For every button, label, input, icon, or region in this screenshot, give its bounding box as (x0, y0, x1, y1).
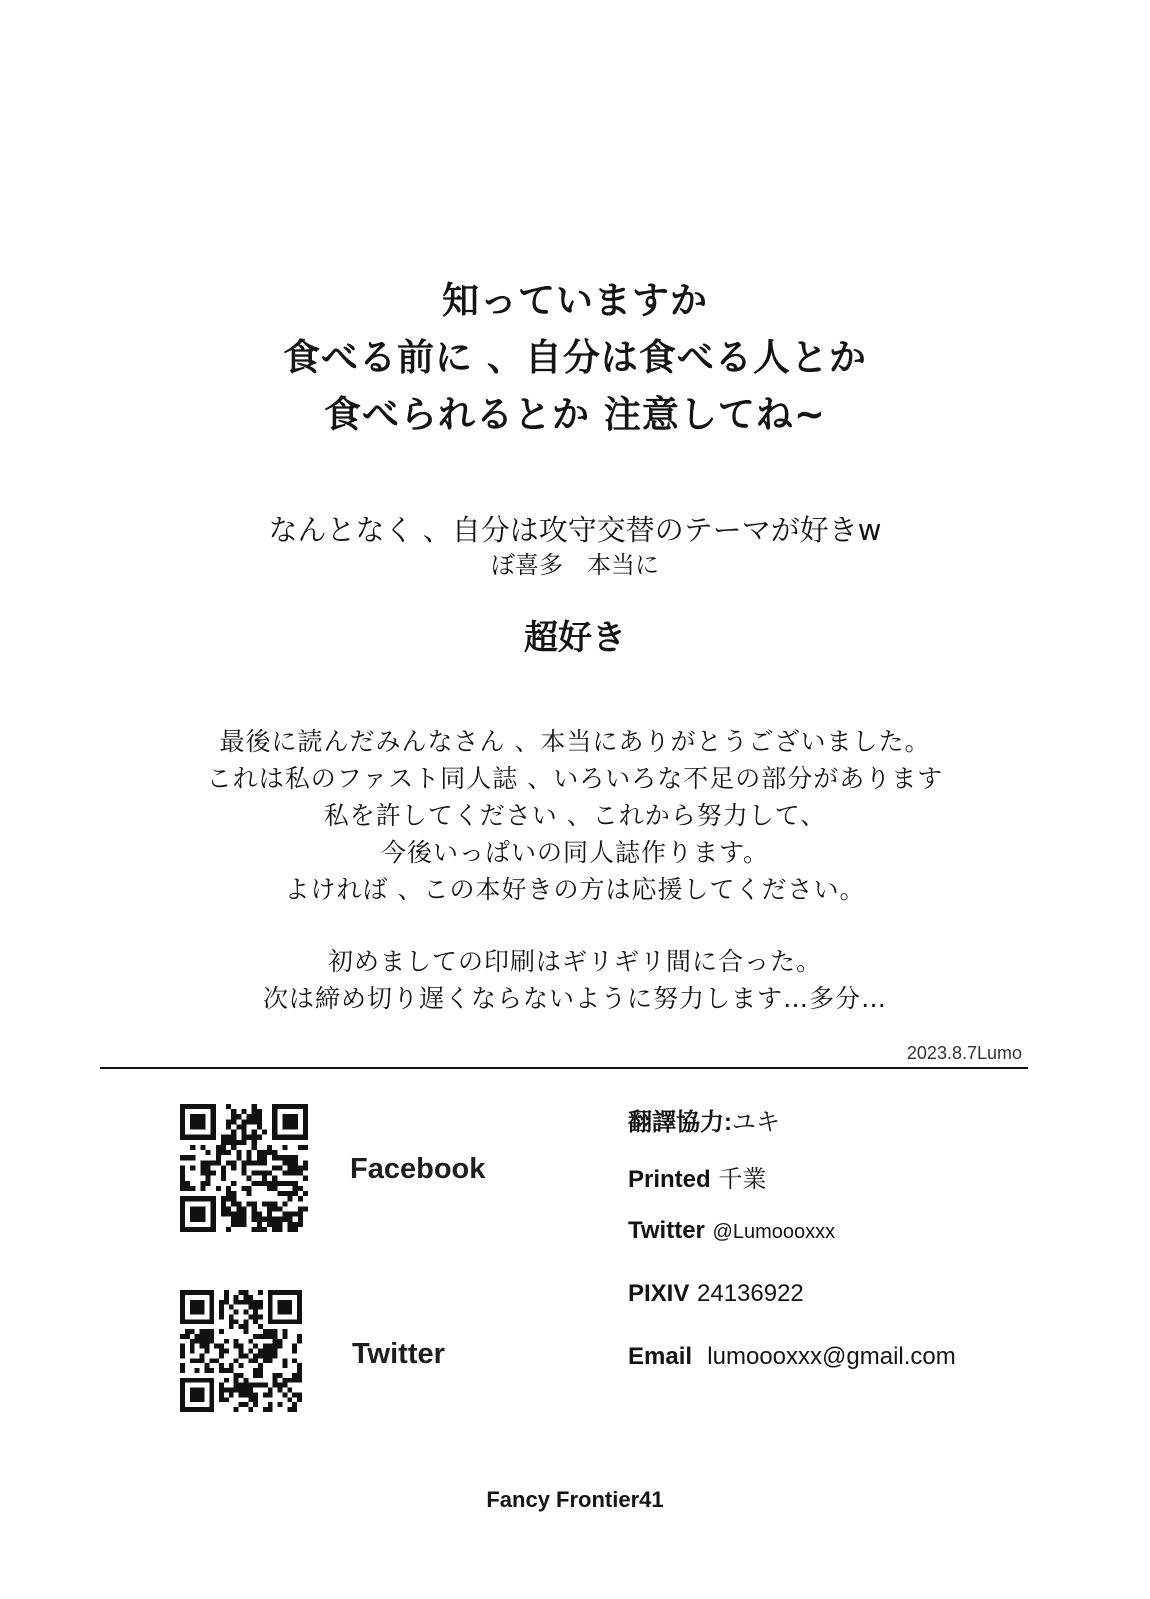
sub-line-1: なんとなく 、自分は攻守交替のテーマが好きw (268, 513, 882, 547)
credit-key: Email (628, 1343, 693, 1370)
credit-value[interactable]: lumoooxxx@gmail.com (707, 1343, 956, 1370)
credit-translation (628, 1102, 780, 1137)
message-line-4: 今後いっぱいの同人誌作ります。 (380, 838, 769, 867)
credit-value[interactable]: @Lumoooxxx (712, 1221, 836, 1243)
twitter-label: Twitter (352, 1338, 445, 1370)
message-line-5: よければ 、この本好きの方は応援してください。 (284, 875, 866, 904)
credit-key: 翻譯協力: (628, 1109, 732, 1136)
message-line-1: 最後に読んだみんなさん 、本当にありがとうございました。 (219, 727, 931, 756)
message-line-2: これは私のファスト同人誌 、いろいろな不足の部分があります (206, 764, 944, 793)
divider (100, 1067, 1028, 1069)
emphasis-text: 超好き (524, 618, 626, 658)
facebook-qr-code-icon[interactable] (180, 1104, 308, 1232)
heading-line-2: 食べる前に 、自分は食べる人とか (283, 336, 867, 379)
heading-line-3: 食べられるとか 注意してね~ (324, 393, 826, 436)
message-line-3: 私を許してください 、これから努力して、 (323, 801, 827, 830)
message-line-6: 初めましての印刷はギリギリ間に合った。 (327, 947, 822, 976)
credit-key: PIXIV (628, 1280, 690, 1307)
date-signature: 2023.8.7Lumo (906, 1043, 1022, 1063)
credit-value[interactable]: 24136922 (697, 1280, 804, 1307)
facebook-label: Facebook (350, 1153, 486, 1185)
credit-value: 千業 (718, 1166, 767, 1193)
sub-line-2: ぼ喜多 本当に (491, 551, 659, 579)
credit-printed (628, 1159, 766, 1194)
credit-email (628, 1342, 956, 1371)
credit-key: Printed (628, 1166, 711, 1193)
twitter-qr-code-icon[interactable] (180, 1290, 302, 1412)
credit-key: Twitter (628, 1217, 705, 1244)
credit-value: ユキ (732, 1109, 780, 1136)
credit-twitter (628, 1216, 835, 1245)
credit-pixiv (628, 1279, 804, 1308)
event-footer: Fancy Frontier41 (486, 1487, 664, 1512)
heading-line-1: 知っていますか (442, 279, 708, 322)
message-line-7: 次は締め切り遅くならないように努力します…多分… (262, 984, 887, 1013)
